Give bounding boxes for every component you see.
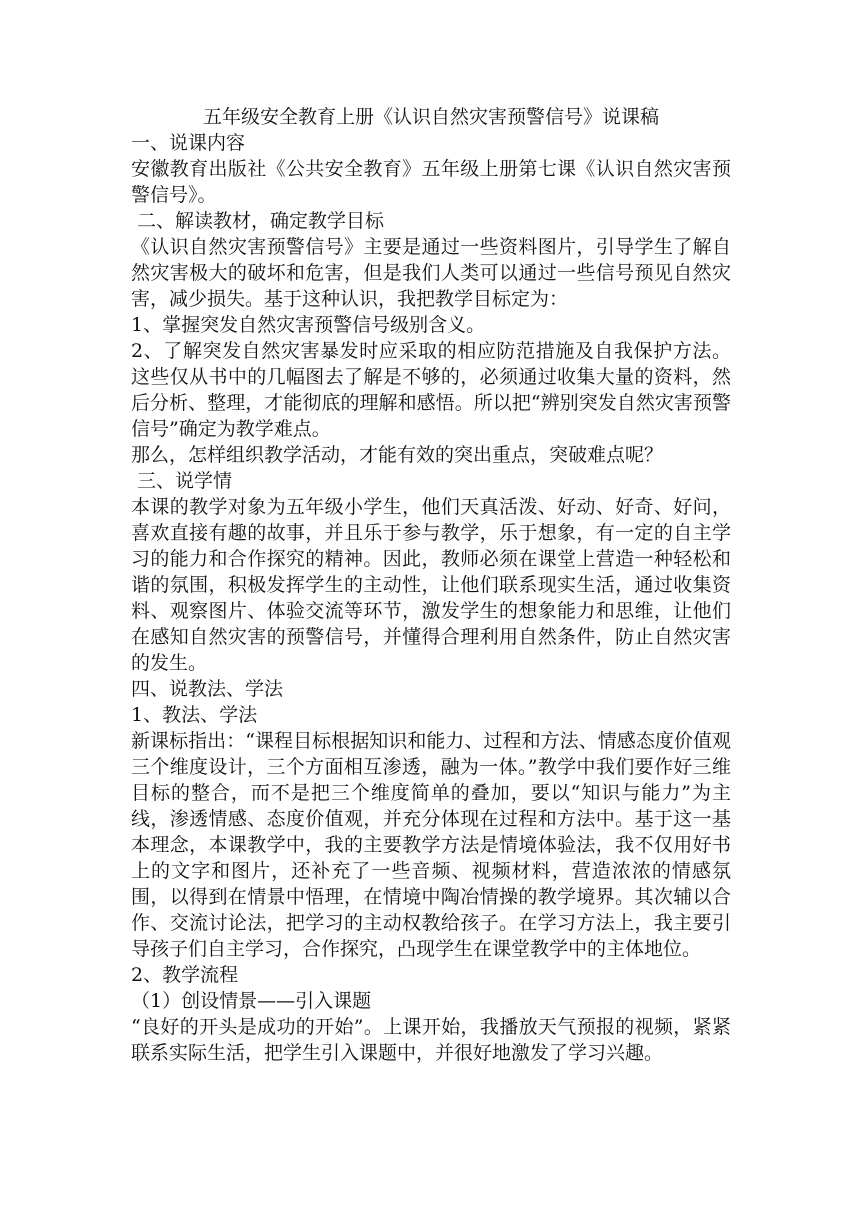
section-heading-1: 一、说课内容 (131, 132, 246, 154)
section-heading-2: 二、解读教材，确定教学目标 (131, 210, 385, 232)
document-page (131, 104, 731, 1066)
section-3-text: 本课的教学对象为五年级小学生，他们天真活泼、好动、好奇、好问，喜欢直接有趣的故事，并且乐于参与教学，乐于想象，有一定的自主学习的能力和合作探究的精神。因此，教师必须在课堂上营造一种轻松和谐的氛围，积极发挥学生的主动性，让他们联系现实生活，通过收集资料、观察图片、体验交流等环节，激发学生的想象能力和思维，让他们在感知自然灾害的预警信号，并懂得合理利用自然条件，防止自然灾害的发生。 (131, 496, 731, 674)
section-heading-4: 四、说教法、学法 (131, 678, 284, 700)
section-4-subheading-1: 1、教法、学法 (131, 704, 258, 726)
section-2-item-2: 2、了解突发自然灾害暴发时应采取的相应防范措施及自我保护方法。这些仅从书中的几幅图去了解是不够的，必须通过收集大量的资料，然后分析、整理，才能彻底的理解和感悟。所以把“辨别突发自然灾害预警信号”确定为教学难点。 (131, 340, 731, 440)
section-4-subheading-2: 2、教学流程 (131, 964, 239, 986)
section-4-step-1-text: “良好的开头是成功的开始”。上课开始，我播放天气预报的视频，紧紧联系实际生活，把学生引入课题中，并很好地激发了学习兴趣。 (131, 1016, 731, 1064)
section-1-text: 安徽教育出版社《公共安全教育》五年级上册第七课《认识自然灾害预警信号》。 (131, 158, 731, 206)
section-4-step-1-heading: （1）创设情景——引入课题 (131, 990, 372, 1012)
section-4-text: 新课标指出：“课程目标根据知识和能力、过程和方法、情感态度价值观三个维度设计，三个方面相互渗透，融为一体。”教学中我们要作好三维目标的整合，而不是把三个维度简单的叠加，要以“知识与能力”为主线，渗透情感、态度价值观，并充分体现在过程和方法中。基于这一基本理念，本课教学中，我的主要教学方法是情境体验法，我不仅用好书上的文字和图片，还补充了一些音频、视频材料，营造浓浓的情感氛围，以得到在情景中悟理，在情境中陶冶情操的教学境界。其次辅以合作、交流讨论法，把学习的主动权教给孩子。在学习方法上，我主要引导孩子们自主学习，合作探究，凸现学生在课堂教学中的主体地位。 (131, 730, 731, 960)
section-2-text: 《认识自然灾害预警信号》主要是通过一些资料图片，引导学生了解自然灾害极大的破坏和危害，但是我们人类可以通过一些信号预见自然灾害，减少损失。基于这种认识，我把教学目标定为： (131, 236, 731, 310)
section-heading-3: 三、说学情 (131, 470, 233, 492)
section-2-item-1: 1、掌握突发自然灾害预警信号级别含义。 (131, 314, 486, 336)
section-2-question: 那么，怎样组织教学活动，才能有效的突出重点，突破难点呢？ (131, 444, 664, 466)
document-title: 五年级安全教育上册《认识自然灾害预警信号》说课稿 (202, 106, 659, 128)
